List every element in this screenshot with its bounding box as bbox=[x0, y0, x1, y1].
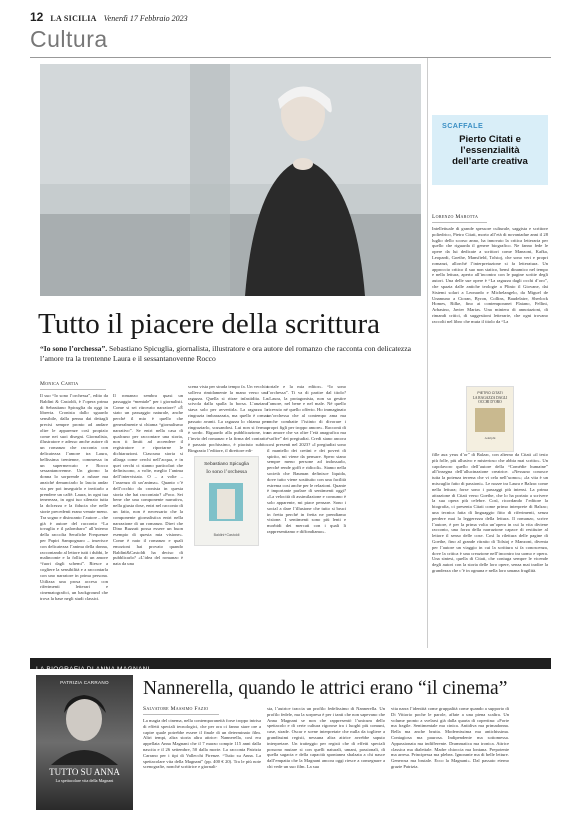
sidebar-byline-divider bbox=[432, 222, 487, 223]
page-number: 12 bbox=[30, 10, 44, 24]
main-col-1-text: Il suo “Io sono l’orchessa”, edito da Baldini & Castoldi, è l’opera prima di Sebastiano Spicuglia da oggi in libreria. Cronista dallo sguardo sensibile, dalla penna dai dettagli precisi sempre pronto ad andare oltre le apparenze così propizio come nei suoi disegni. Giornalista, illustratore e adesso anche autore di un romanzo che racconta con delicatezza l’amore tra Laura, bellissima trentenne, commessa in un supermercato e Rocco sessantanovenne. Un giorno la donna lo sorprende a rubare ma anziché denunciarlo lo lascia andar via per poi inseguirlo e invitarlo a prendere un caffè. Laura, in ogni tua tenerezza, in ogni tuo silenzio tutta la dolcezza e la fiducia che nelle storie precedenti erano venute meno. Tra sogno e disincanto l’autore – che già è autore del racconto “La tovaglia e il palombaro” all’interno della raccolta Serafiche Frequenze per Papiri Sampognaro – inserisce con delicatezza l’anima della donna, raccontando al lettore tutti i dubbi, le malinconie e la follia di un amore “fuori dagli schemi”. Riesce a cogliere la sensibilità e a raccontarla con uno narratore in prima persona. Utilizza una prosa accesa con riferimenti letterari e cinematografici, un background che trova la base negli studi classici. bbox=[40, 393, 108, 601]
main-col-3 bbox=[188, 384, 268, 453]
main-col-3-text: scena vista per strada tempo fa. Un vecchio solleva rimidamente la mano verso una ragazza. Quella si ritrae infastidita. Le scivola dalla spalla la borsa. L’anziano stava solo per avvertirla. La ragazza lo ringrazia imbarazzata, ma quello è ormai passato avanti. La ragazza lo chiama per ringraziarlo, scusandosi. Lui non si ferma, è sordo. Riguardo alla pubblicazione, tra l’invio del romanzo e la firma del contratto è passato pochissimo, è piaciuto subito. Ringrazio l’editore, il direttore edi- bbox=[188, 384, 268, 453]
sidebar-book-cover bbox=[466, 386, 514, 452]
biography-banner-label: LA BIOGRAFIA DI ANNA MAGNANI bbox=[36, 666, 150, 673]
byline-divider bbox=[40, 389, 106, 390]
biography-banner bbox=[30, 658, 551, 673]
main-col-2 bbox=[113, 393, 183, 646]
biography-col-1-text: La magia del cinema, nella contemporaneità forse troppo intrisa di effetti speciali tecnologici, che per ora ci fanno stare ore a capire quale potrebbe essere il finale di un determinato film. Altri tempi, altra storia altra attrice: Nannerella, così era appellata Anna Magnani che il 7 marzo compie 115 anni dalla nascita e il 26 settembre, 50 dalla morte. La racconta Patrizia Carrano per i tipi di Vallecchi Firenze. “Tutto su Anna. La spettacolare vita della Magnani” (pp. 400 € 20). Tra le più note scenografie, nonché scrittrice e giornali- bbox=[143, 718, 261, 770]
sidebar-book-illustration bbox=[467, 406, 513, 436]
biography-col-2-text: sta, l’autrice traccia un profilo fedelissimo di Nannerella. Un profilo fedele, ma la sorpresa è per i tanti che non sapevano che Anna Magnani se non che rappresentò l’unicum dello spettacolo e di certe cultura rigorose tra i luoghi più comuni, case, strade. Oscar e scene interpretate che nulla da togliere a grandissimi registi, nessuna altra attrice avrebbe saputo interpretare. Un tratteggio per registi che di effetti speciali possono mutare si con quelli naturali, umani, passionali, di quella sagacia e della capacità spontanea sbalzata a chi nasce dall’empatia che la Magnani ancora oggi riesce a consegnare a chi vede un suo film. La sua bbox=[267, 706, 385, 769]
sidebar-book-author: PIETRO CITATI bbox=[477, 391, 503, 395]
book-cover bbox=[194, 456, 259, 546]
sidebar-book-publisher: Adelphi bbox=[484, 436, 496, 440]
biography-col-3-text: vita narra l’identità come gruppalità come quando a supporto di Di Vittorio poche le parole, affate a una piena scaltra. Un volume pronto a svelarsi già dalla quarta di copertina: «Forte ma fragile. Sentimentale ma cinica. Antidiva ma primadonna. Bella ma anche brutta. Modernissima ma antichissima. Contagiosa ma paurosa. Indipendente ma sottomessa. Appassionata ma indifferente. Drammatica ma ironica. Attrice classica ma dialettale. Madre chioccia ma lontana. Prepotente ma arresa. Principessa ma plebea. Ignorante ma di belle letture. Generosa ma brutale. Ecco la Magnani». Dal passato eterno grazie Patrizia. bbox=[391, 706, 509, 769]
biography-title: Nannerella, quando le attrici erano “il cinema” bbox=[143, 678, 508, 699]
sidebar-text-top bbox=[432, 226, 548, 388]
sidebar-title: Pierto Citati e l’essenzialità dell’arte creativa bbox=[452, 134, 528, 167]
biography-cover-portrait bbox=[36, 685, 133, 765]
subtitle-bold: “Io sono l’orchessa”. bbox=[40, 344, 108, 353]
biography-author: Salvatore Massimo Fazio bbox=[143, 706, 209, 712]
biography-cover bbox=[36, 675, 133, 810]
biography-col-1 bbox=[143, 718, 261, 813]
author-photo bbox=[40, 64, 421, 296]
section-title: Cultura bbox=[30, 26, 108, 52]
biography-byline-divider bbox=[143, 714, 219, 715]
main-article-title: Tutto il piacere della scrittura bbox=[38, 308, 380, 340]
sidebar-header bbox=[432, 115, 548, 185]
book-cover-illustration bbox=[195, 475, 258, 533]
main-col-4 bbox=[267, 384, 346, 646]
main-col-1 bbox=[40, 393, 108, 646]
subtitle-rest: Sebastiano Spicuglia, giornalista, illustratore e ora autore del romanzo che racconta con delicatezza l’amore tra la trentenne Laura e il sessantanovenne Rocco bbox=[40, 344, 411, 363]
sidebar-section-label: SCAFFALE bbox=[442, 121, 484, 130]
main-article-subtitle bbox=[40, 344, 420, 364]
sidebar-text-bottom-content: fille aux yeux d’or” di Balzac, con alterno da Citati «il testo più folle, più allusivo e misterioso che abbia mai scritto». Un capolavoro quello dell’autore della “Comédie humaine” all’insegna dell’allucinazione creatrice. «Nessuno conosce tutta la potenza terrena che vi cela nell’uomo»; «la vita è un miscuglio fatto di passioni». Le nozze tra Laura e Balzac come nella lettura; forse sono i passaggi più intensi. La prima attrazione di Citati verso Goethe, che lo ha portato a scrivere la sua opera più celebre. Così, ricordando l’editore la biografia, ci presenta Citati come primo interprete di Balzac; una tecnica fatta di linguaggio fitto di riferimenti, senza perdere mai la leggerezza della lettura. Il romanzo, scrive l’autore, è per la prima volta un’opera in cui la vita diviene racconto, una forza della narrazione capace di restituire al lettore il senso delle cose. Così la rilettura delle pagine di Goethe, fino al grande ritratto di Tolstoj e Manzoni, diventa per l’autore un viaggio in cui la scrittura si fa conoscenza, dove la critica è una creazione nell’incontro tra uomo e opera. Una sintesi, quella di Citati, che coniuga sempre le vicende degli autori con la storia delle loro opere, senza mai tradire la grandezza che c’è in ognuna e nella loro umana fragilità. bbox=[432, 452, 548, 573]
biography-cover-subtitle: La spettacolare vita della Magnani bbox=[55, 778, 114, 783]
biography-col-2 bbox=[267, 706, 385, 813]
sidebar-author: Lorenzo Marotta bbox=[432, 214, 479, 220]
author-photo-illustration bbox=[40, 64, 421, 296]
book-cover-publisher: Baldini+Castoldi bbox=[213, 533, 240, 537]
main-article-author: Monica Cartia bbox=[40, 381, 79, 387]
header-date: Venerdì 17 Febbraio 2023 bbox=[103, 14, 188, 23]
biography-cover-author: PATRIZIA CARRANO bbox=[60, 680, 109, 685]
main-col-4-text: toriale e la mia editor». “Io sono l’orchessa”. Ti va di partire dal titolo? «Laura, la protagonista, non sa gestire l’amore, nel bene e nel male. Né quello ricevuto né quello offerto. Ho immaginato un’orchessa che al contempo ama ma anche combatte l’istinto di divorare i propri figli per troppo amore». Racconti di un amore che va oltre l’età anagrafica ma “soffre” dei pregiudizi. Credi siano ancora così presenti nel 2023? «I pregiudizi sono il mantello dei cretini e dei poveri di spirito, mi viene da pensare. Spero siano sempre meno persone ad indossarlo, perché rende goffi e ridicoli». Siamo nella società che Bauman definisce liquida, dove tutto viene sostituito con una facilità estrema cosi anche per le relazioni. Quante è importante parlare di sentimenti oggi? «La velocità di assimilazione e consumo è solo apparente, mi piace pensare. Sono i social a dare l’illusione che tutto si bruci in fretta perché in fretta ne prendiamo visione. I sentimenti sono più lenti e morbidi dei mercati con i quali li rappresentiamo e diffondiamo». bbox=[267, 384, 346, 534]
sidebar-text-bottom bbox=[432, 452, 548, 647]
sidebar-book-title: LA RAGAZZA DAGLI OCCHI D’ORO bbox=[472, 396, 508, 404]
main-col-2-text: Il romanzo sembra quasi un passaggio “mentale” per i giornalisti. Come si sei ritrovato narratore? «È stato un passaggio naturale, anche perché il mio è quello che generalmente si chiama “giornalismo narrativo”. Se entri nella casa di qualcuno per raccontare una storia, non ti limiti ad accendere il registratore e riportarne le dichiarazioni. Ciascuna storia si allarga come cerchi nell’acqua, e in quei cerchi ci stanno particolari che definiscono, a volte, meglio l’anima dell’intervistato. O – a volte – l’assenza di un’anima». Quanto c’è dell’occhio da cronista in questa storia che hai raccontato? «Poco. Sei bene che una componente narrativa, nella giusta dose, entri nel racconto di un fatto, non è necessario che la componente giornalistica entri nella narrazione di un romanzo. Direi che Dino Buzzati possa essere un buon esempio di questa mia visione». Come è nato il romanzo e quali emozioni hai provato quando Baldini&Castoldi ha deciso di pubblicarlo? «L’idea del romanzo è nata da una bbox=[113, 393, 183, 567]
book-cover-author: Sebastiano Spicuglia bbox=[204, 462, 249, 467]
sidebar-text-top-content: Intellettuale di grande spessore culturale, saggista e scrittore poliedrico, Pietro Citati, morto all’età di novantadue anni il 28 luglio dello scorso anno, ha innovato la critica letteraria per quello che riguarda il genere biografico. Ne fanno fede le opere da lui dedicate a scrittori come Manzoni, Kafka, Leopardi, Goethe, Mansfield, Tolstoj, che sono veri e propri romanzi, allorché l’interpretazione si fa letteratura. Un approccio critico il suo non statico, bensì dinamico nel tempo e nella lettura, aperto all’incontro con le pagine scritte degli autori. Una delle sue opere è “La ragazza dagli occhi d’oro”, che spazia dalle antiche teologie a Plinio il Giovane, dai Sistemi solari a Leonardo e Michelangelo, da Miguel de Unamuno a Cioran, Byron, Collins, Baudelaire, Sherlock Homes, Rilke, fino ai contemporanei Flaiano, Fellini, Arbasino, Javier Marias. Una miniera di annotazioni, di rimandi critici, di suggestioni letterarie, che ogni trovano raccolti nel libro che muta il titolo da “La bbox=[432, 226, 548, 324]
biography-cover-title: TUTTO SU ANNA bbox=[49, 767, 120, 777]
paper-name: LA SICILIA bbox=[50, 14, 97, 23]
biography-col-3 bbox=[391, 706, 509, 813]
book-cover-title: Io sono l’orchessa bbox=[206, 469, 247, 475]
page-header bbox=[30, 8, 550, 22]
